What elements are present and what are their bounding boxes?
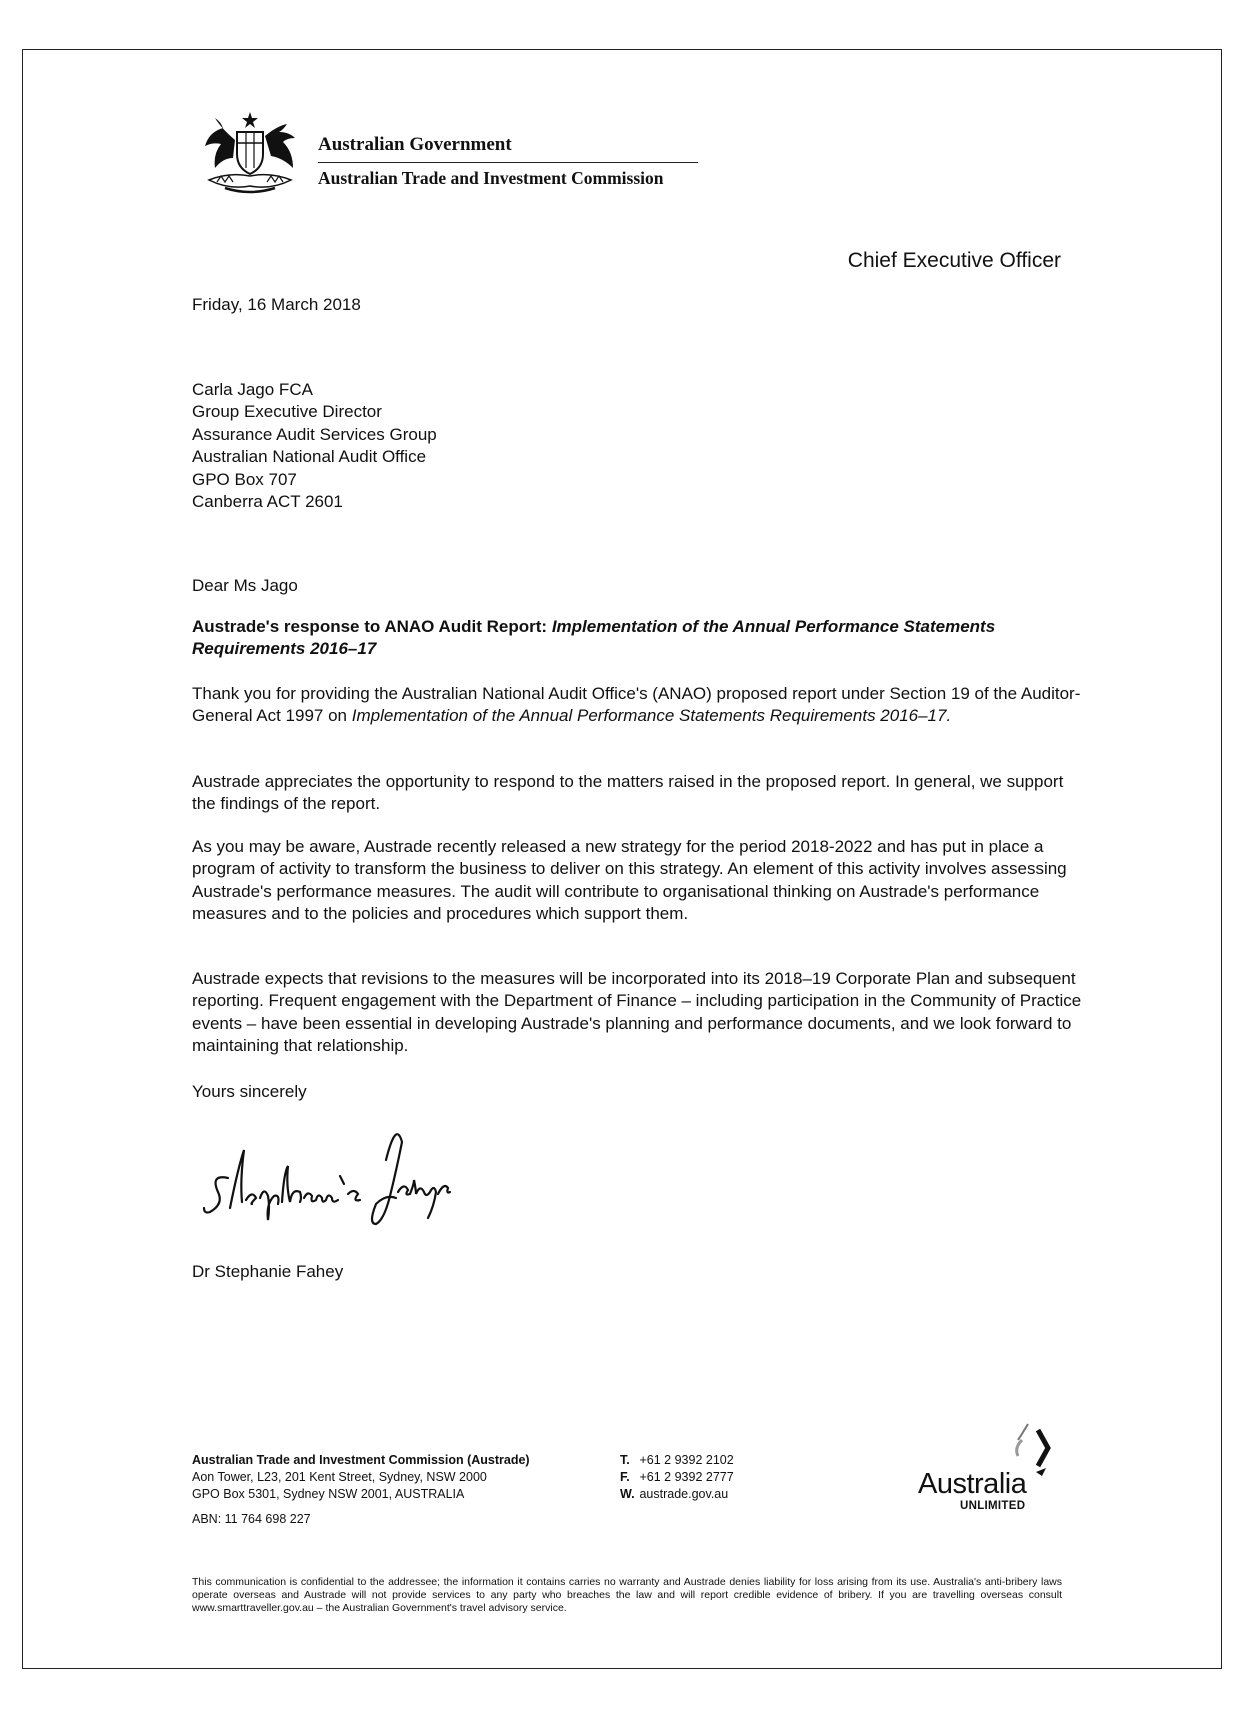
web-label: W. [620,1487,635,1501]
address-line: Assurance Audit Services Group [192,424,437,444]
address-line: Carla Jago FCA [192,380,313,399]
address-line: Australian National Audit Office [192,447,427,467]
report-title-italic: Implementation of the Annual Performance Statements Requirements 2016–17. [351,706,952,726]
footer-contact [620,1452,734,1503]
paragraph-text: Thank you for providing the Australian National Audit Office's (ANAO) proposed report under Section 19 of the Auditor-General Act 1997 on [192,684,1081,726]
footer-address-line: Aon Tower, L23, 201 Kent Street, Sydney, NSW 2000 [192,1470,487,1484]
recipient-address [192,379,437,513]
signer-name: Dr Stephanie Fahey [192,1262,344,1281]
footer-abn: ABN: 11 764 698 227 [192,1512,311,1526]
footer-organisation [192,1452,530,1503]
phone-label: T. [620,1453,630,1467]
website-link[interactable]: austrade.gov.au [639,1487,729,1501]
closing: Yours sincerely [192,1082,307,1101]
address-line: Canberra ACT 2601 [192,492,343,512]
coat-of-arms-icon [195,110,305,200]
brand-tagline: UNLIMITED [960,1500,1026,1512]
address-line: GPO Box 707 [192,469,297,489]
footer-org-name: Australian Trade and Investment Commission (Austrade) [192,1453,530,1467]
phone-number: +61 2 9392 2102 [639,1453,734,1467]
body-paragraph-3: As you may be aware, Austrade recently released a new strategy for the period 2018-2022 and has put in place a program of activity to transform the business to deliver on this strategy. An element of this activity involves assessing Austrade's performance measures. The audit will contribute to organisational thinking on Austrade's performance measures and to the policies and procedures which support them. [192,837,1067,924]
subject-report-title: Implementation of the Annual Performance Statements Requirements 2016–17 [192,617,996,658]
government-title: Australian Government [318,134,512,155]
body-paragraph-2: Austrade appreciates the opportunity to respond to the matters raised in the proposed report. In general, we support the findings of the report. [192,772,1064,814]
agency-name: Australian Trade and Investment Commission [318,168,664,188]
subject-prefix: Austrade's response to ANAO Audit Report: [192,617,548,636]
brand-wordmark: Australia [918,1468,1027,1500]
letterhead-divider [318,162,698,163]
body-paragraph-4: Austrade expects that revisions to the measures will be incorporated into its 2018–19 Corporate Plan and subsequent reporting. Frequent engagement with the Department of Finance – including participation in the Community of Practice events – have been essential in developing Austrade's planning and performance documents, and we look forward to maintaining that relationship. [192,969,1082,1056]
body-paragraph-1 [192,683,1082,728]
fax-label: F. [620,1470,630,1484]
office-title: Chief Executive Officer [847,249,1061,272]
salutation: Dear Ms Jago [192,576,298,595]
footer-address-line: GPO Box 5301, Sydney NSW 2001, AUSTRALIA [192,1487,465,1501]
fax-number: +61 2 9392 2777 [639,1470,734,1484]
address-line: Group Executive Director [192,402,382,422]
handwritten-signature [200,1120,490,1240]
footer-disclaimer: This communication is confidential to the addressee; the information it contains carries no warranty and Austrade denies liability for loss arising from its use. Australia's anti-bribery laws operate overseas and Austrade will not provide services to any party who breaches the law and will report credible evidence of bribery. If you are travelling overseas consult www.smarttraveller.gov.au – the Australian Government's travel advisory service. [192,1576,1062,1614]
subject-line [192,616,1072,660]
letter-date: Friday, 16 March 2018 [192,295,361,314]
